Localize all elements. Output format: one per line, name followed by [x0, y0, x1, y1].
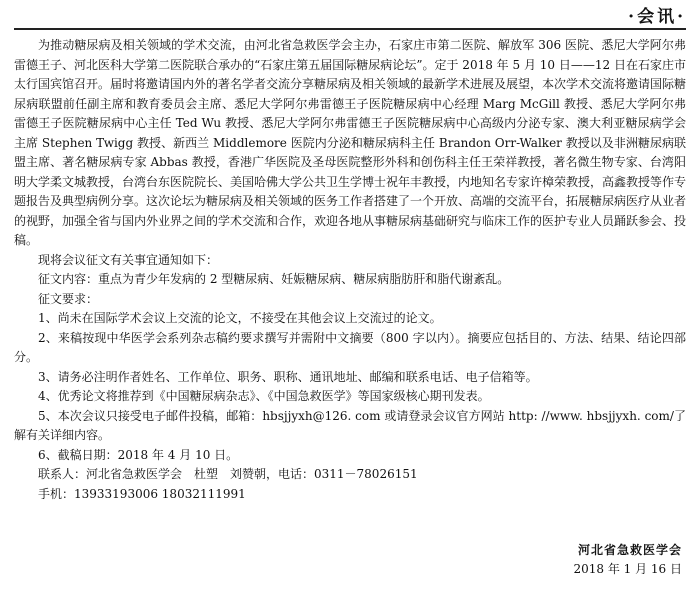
content-line: 征文内容：重点为青少年发病的 2 型糖尿病、妊娠糖尿病、糖尿病脂肪肝和脂代谢紊乱。 — [38, 272, 510, 286]
contact-mobile-line: 手机：13933193006 18032111991 — [38, 486, 246, 501]
requirement-item-5: 5、本次会议只接受电子邮件投稿，邮箱：hbsjjyxh@126. com 或请登录会议官方网站 http: //www. hbsjjyxh. com/了解有关详细内容。 — [14, 408, 686, 442]
signature-date: 2018 年 1 月 16 日 — [573, 562, 682, 576]
section-header: ·会讯· — [628, 7, 686, 27]
header-divider — [14, 28, 686, 30]
requirement-item-1: 1、尚未在国际学术会议上交流的论文，不接受在其他会议上交流过的论文。 — [38, 311, 442, 325]
requirement-item-3: 3、请务必注明作者姓名、工作单位、职务、职称、通讯地址、邮编和联系电话、电子信箱等。 — [38, 369, 538, 384]
requirement-item-4: 4、优秀论文将推荐到《中国糖尿病杂志》、《中国急救医学》等国家级核心期刊发表。 — [38, 389, 490, 403]
contact-people-line: 联系人：河北省急救医学会 杜塑 刘赞朝，电话：0311－78026151 — [38, 467, 418, 481]
notice-body — [14, 36, 686, 504]
requirements-title: 征文要求： — [38, 291, 99, 306]
signature-organization: 河北省急救医学会 — [577, 543, 682, 557]
requirement-item-6: 6、截稿日期：2018 年 4 月 10 日。 — [38, 447, 239, 462]
notice-intro-line: 现将会议征文有关事宜通知如下： — [38, 252, 219, 267]
intro-paragraph: 为推动糖尿病及相关领域的学术交流，由河北省急救医学会主办，石家庄市第二医院、解放军 306 医院、悉尼大学阿尔弗雷德王子、河北医科大学第二医院联合承办的“石家庄第五届国际糖尿病论坛”。定于 2018 年 5 月 10 日——12 日在石家庄市太行国宾馆召开。届时将邀请国内外的著名学者交流分享糖尿病及相关领域的最新学术进展及展望，本次学术交流将邀请国际糖尿病联盟前任副主席和教育委员会主席、悉尼大学阿尔弗雷德王子医院糖尿病中心经理 Marg McGill 教授、悉尼大学阿尔弗雷德王子医院糖尿病中心主任 Ted Wu 教授、悉尼大学阿尔弗雷德王子医院糖尿病中心高级内分泌专家、澳大利亚糖尿病学会主席 Stephen Twigg 教授、新西兰 Middlemore 医院内分泌和糖尿病科主任 Brandon Orr-Walker 教授以及非洲糖尿病联盟主席、著名糖尿病专家 Abbas 教授，香港广华医院及圣母医院整形外科和创伤科主任王荣祥教授，著名微生物专家、台湾阳明大学柔文城教授，台湾台东医院院长、美国哈佛大学公共卫生学博士祝年丰教授，内地知名专家许樟荣教授，高鑫教授等作专题报告及典型病例分享。这次论坛为糖尿病及相关领域的医务工作者搭建了一个开放、高端的交流平台，拓展糖尿病医疗从业者的视野，加强全省与国内外业界之间的学术交流和合作，欢迎各地从事糖尿病基础研究与临床工作的医护专业人员踊跃参会、投稿。 — [14, 38, 687, 247]
signature-block — [573, 541, 682, 579]
requirement-item-2: 2、来稿按现中华医学会系列杂志稿约要求撰写并需附中文摘要（800 字以内）。摘要应包括目的、方法、结果、结论四部分。 — [14, 330, 686, 364]
